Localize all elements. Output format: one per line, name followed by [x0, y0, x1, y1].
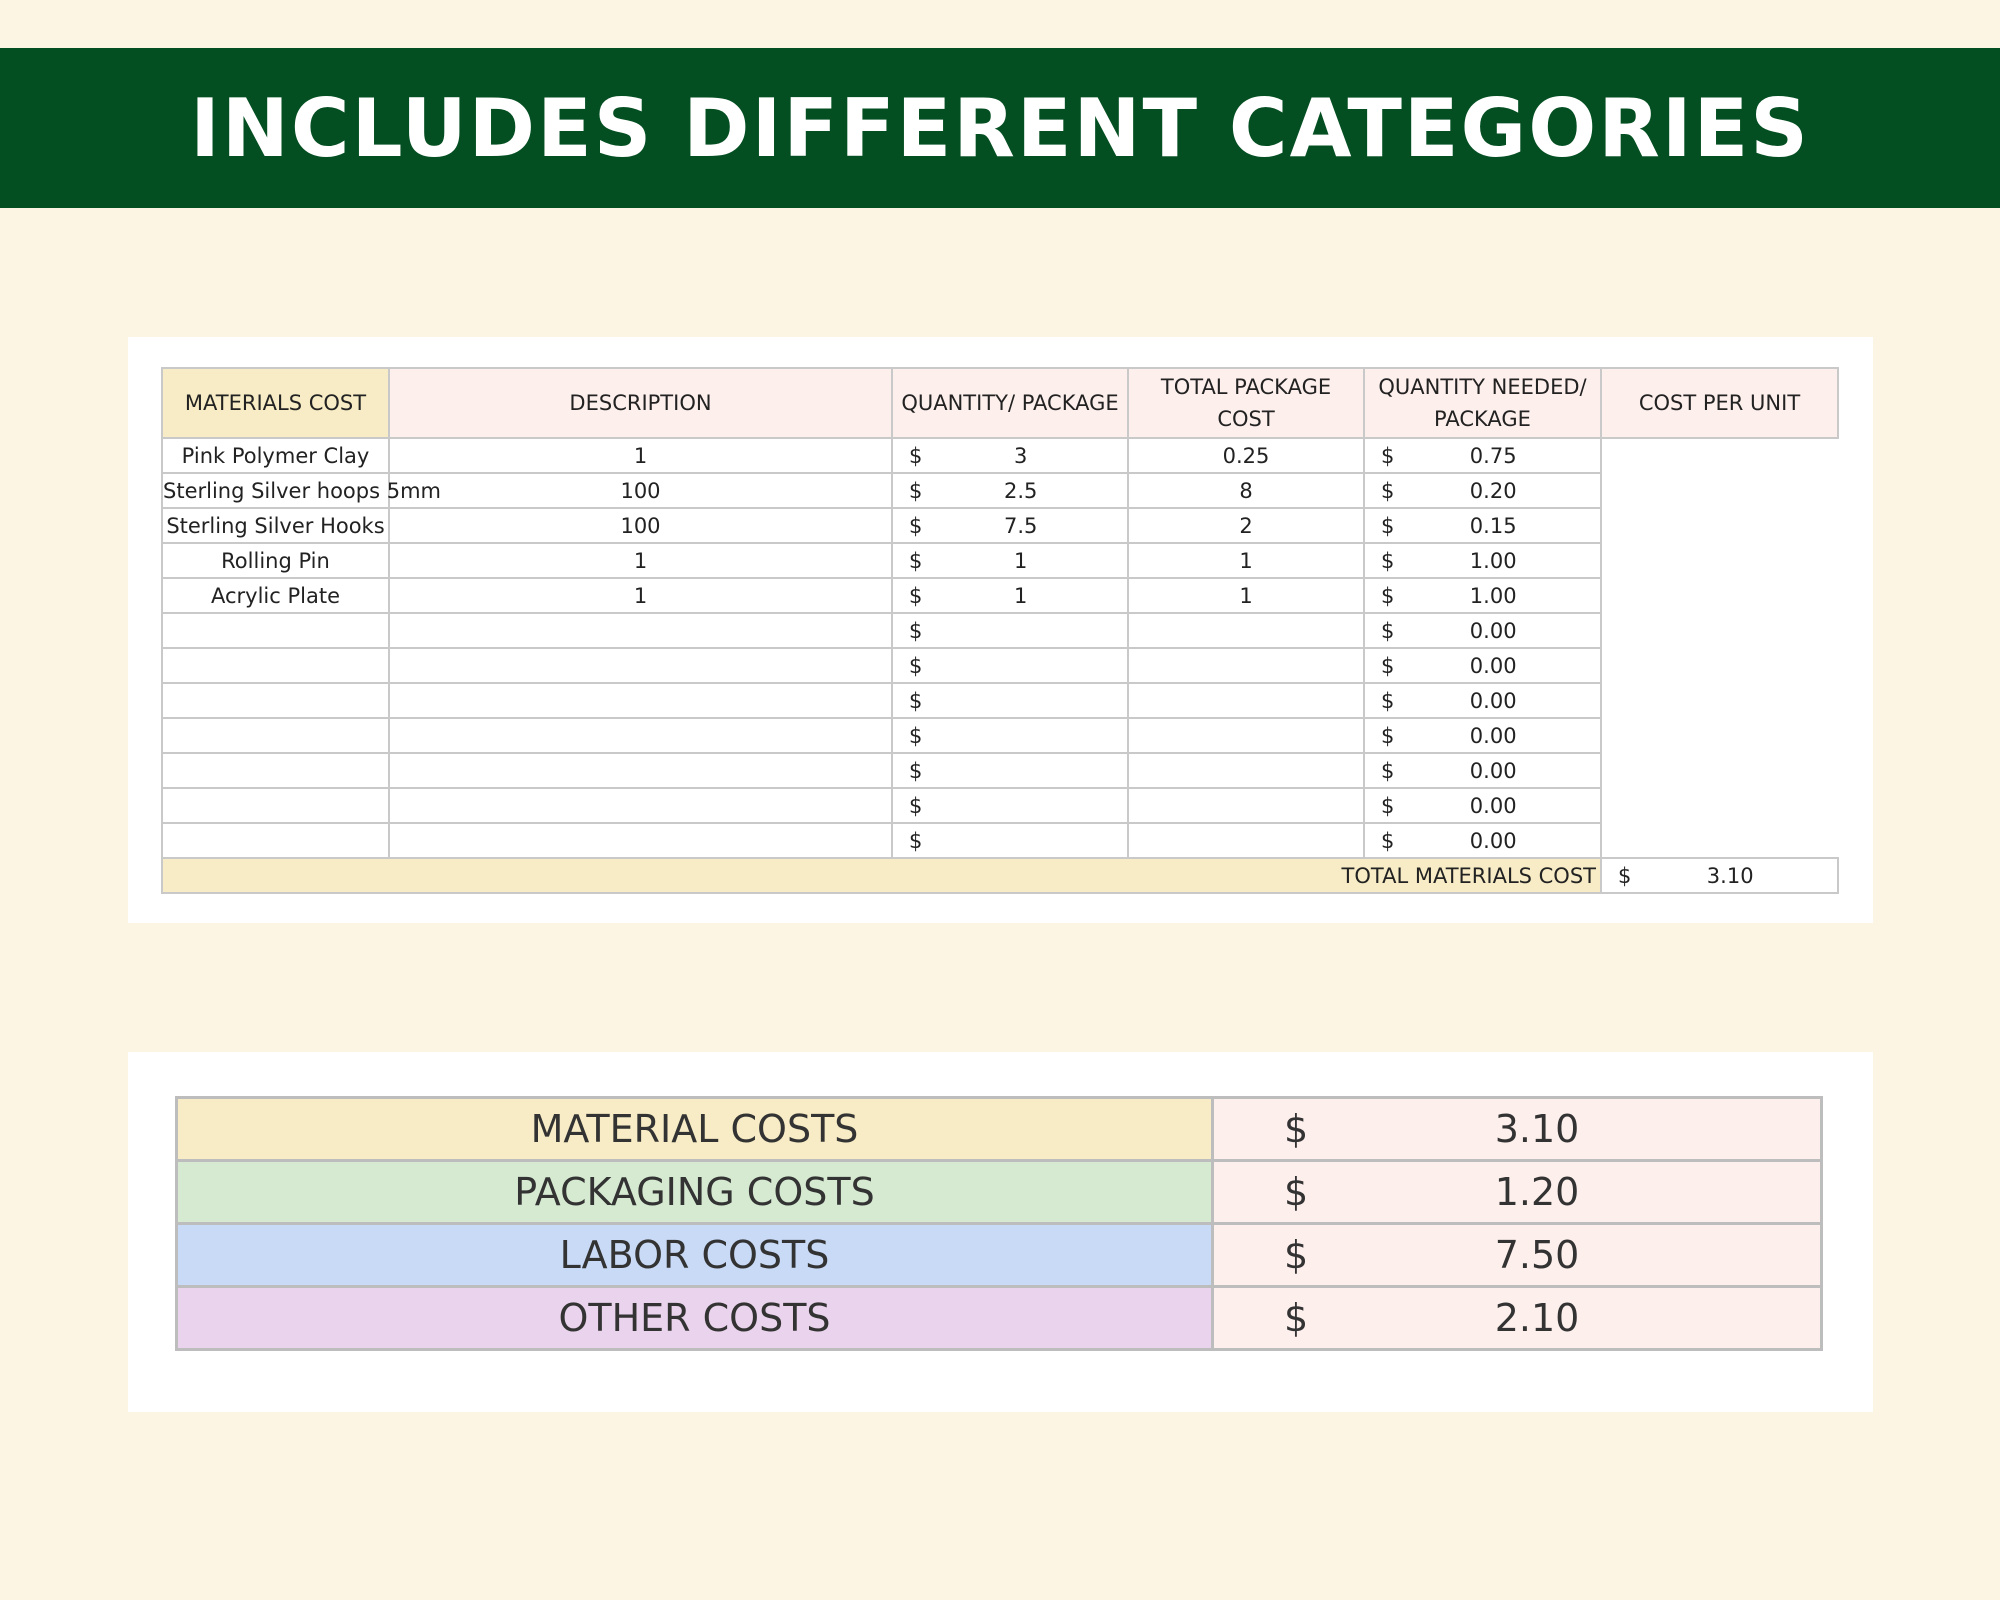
cost-per-unit-cell[interactable]	[1364, 473, 1601, 508]
cost-per-unit-value: 0.00	[1469, 653, 1517, 678]
cost-per-unit-cell[interactable]	[1364, 508, 1601, 543]
quantity-package-cell[interactable]	[389, 718, 892, 753]
cost-per-unit-cell[interactable]	[1364, 648, 1601, 683]
currency-symbol: $	[909, 618, 923, 643]
quantity-needed-cell[interactable]	[1128, 753, 1364, 788]
table-row	[162, 683, 1838, 718]
description-cell[interactable]	[162, 613, 389, 648]
cost-per-unit-cell[interactable]	[1364, 683, 1601, 718]
currency-symbol: $	[1381, 478, 1395, 503]
quantity-package-cell[interactable]: 1	[389, 578, 892, 613]
banner-title: INCLUDES DIFFERENT CATEGORIES	[190, 81, 1810, 175]
quantity-needed-cell[interactable]	[1128, 648, 1364, 683]
currency-symbol: $	[909, 723, 923, 748]
cost-per-unit-value: 1.00	[1469, 548, 1517, 573]
description-cell[interactable]: Pink Polymer Clay	[162, 438, 389, 473]
currency-symbol: $	[909, 478, 923, 503]
currency-symbol: $	[1381, 548, 1395, 573]
currency-symbol: $	[1381, 688, 1395, 713]
description-cell[interactable]	[162, 648, 389, 683]
total-package-cost-cell[interactable]	[892, 788, 1128, 823]
description-cell[interactable]: Sterling Silver Hooks	[162, 508, 389, 543]
cost-per-unit-cell[interactable]	[1364, 613, 1601, 648]
total-package-cost-cell[interactable]	[892, 438, 1128, 473]
cost-per-unit-value: 1.00	[1469, 583, 1517, 608]
total-package-cost-cell[interactable]	[892, 823, 1128, 858]
total-package-cost-value: 1	[1014, 548, 1028, 573]
total-materials-cost-value: 3.10	[1706, 863, 1754, 888]
currency-symbol: $	[1284, 1296, 1309, 1340]
quantity-needed-cell[interactable]	[1128, 788, 1364, 823]
currency-symbol: $	[1381, 443, 1395, 468]
table-row	[162, 753, 1838, 788]
quantity-package-cell[interactable]	[389, 823, 892, 858]
currency-symbol: $	[909, 793, 923, 818]
summary-value: 1.20	[1494, 1170, 1580, 1214]
currency-symbol: $	[909, 688, 923, 713]
quantity-needed-cell[interactable]	[1128, 718, 1364, 753]
description-cell[interactable]	[162, 788, 389, 823]
currency-symbol: $	[909, 653, 923, 678]
cost-per-unit-value: 0.15	[1469, 513, 1517, 538]
total-package-cost-value: 2.5	[1003, 478, 1038, 503]
materials-table-body	[162, 438, 1838, 858]
table-row	[162, 543, 1838, 578]
summary-row	[177, 1287, 1822, 1350]
currency-symbol: $	[1381, 828, 1395, 853]
quantity-package-cell[interactable]	[389, 788, 892, 823]
summary-value: 7.50	[1494, 1233, 1580, 1277]
quantity-needed-cell[interactable]	[1128, 823, 1364, 858]
total-package-cost-cell[interactable]	[892, 508, 1128, 543]
quantity-package-cell[interactable]: 100	[389, 508, 892, 543]
summary-row	[177, 1098, 1822, 1161]
description-cell[interactable]	[162, 718, 389, 753]
currency-symbol: $	[909, 828, 923, 853]
table-row	[162, 823, 1838, 858]
summary-table-body	[177, 1098, 1822, 1350]
category-label: MATERIALS COST	[162, 368, 389, 438]
currency-symbol: $	[909, 548, 923, 573]
currency-symbol: $	[1381, 583, 1395, 608]
quantity-needed-cell[interactable]: 0.25	[1128, 438, 1364, 473]
total-package-cost-value: 1	[1014, 583, 1028, 608]
currency-symbol: $	[1381, 653, 1395, 678]
column-header-total-package-cost: TOTAL PACKAGE COST	[1128, 368, 1364, 438]
quantity-package-cell[interactable]: 100	[389, 473, 892, 508]
quantity-package-cell[interactable]	[389, 613, 892, 648]
table-row	[162, 718, 1838, 753]
total-materials-cost-label: TOTAL MATERIALS COST	[162, 858, 1601, 893]
cost-per-unit-value: 0.20	[1469, 478, 1517, 503]
materials-cost-card	[128, 337, 1873, 923]
currency-symbol: $	[909, 443, 923, 468]
quantity-package-cell[interactable]	[389, 753, 892, 788]
currency-symbol: $	[1284, 1233, 1309, 1277]
total-package-cost-value	[922, 829, 1119, 853]
total-package-cost-value	[922, 689, 1119, 713]
cost-per-unit-value: 0.00	[1469, 618, 1517, 643]
currency-symbol: $	[1381, 723, 1395, 748]
description-cell[interactable]	[162, 753, 389, 788]
cost-per-unit-value: 0.00	[1469, 723, 1517, 748]
total-package-cost-value	[922, 654, 1119, 678]
total-materials-cost-cell	[1601, 858, 1838, 893]
summary-value-cell[interactable]	[1213, 1224, 1822, 1287]
quantity-needed-cell[interactable]	[1128, 683, 1364, 718]
total-package-cost-cell[interactable]	[892, 718, 1128, 753]
summary-label: PACKAGING COSTS	[177, 1161, 1213, 1224]
materials-cost-table	[161, 367, 1839, 894]
total-package-cost-cell[interactable]	[892, 613, 1128, 648]
summary-label: MATERIAL COSTS	[177, 1098, 1213, 1161]
table-row	[162, 438, 1838, 473]
summary-row	[177, 1161, 1822, 1224]
quantity-package-cell[interactable]	[389, 683, 892, 718]
summary-value-cell[interactable]	[1213, 1161, 1822, 1224]
total-package-cost-cell[interactable]	[892, 648, 1128, 683]
summary-value-cell[interactable]	[1213, 1287, 1822, 1350]
summary-row	[177, 1224, 1822, 1287]
summary-value: 3.10	[1494, 1107, 1580, 1151]
total-package-cost-value: 7.5	[1003, 513, 1038, 538]
currency-symbol: $	[1381, 513, 1395, 538]
cost-per-unit-cell[interactable]	[1364, 718, 1601, 753]
table-row	[162, 508, 1838, 543]
currency-symbol: $	[909, 758, 923, 783]
table-row	[162, 578, 1838, 613]
quantity-needed-cell[interactable]: 1	[1128, 543, 1364, 578]
currency-symbol: $	[1284, 1107, 1309, 1151]
total-package-cost-cell[interactable]	[892, 683, 1128, 718]
cost-summary-table	[175, 1096, 1823, 1351]
description-cell[interactable]: Sterling Silver hoops 5mm	[162, 473, 389, 508]
column-header-quantity-package: QUANTITY/ PACKAGE	[892, 368, 1128, 438]
column-header-description: DESCRIPTION	[389, 368, 892, 438]
column-header-cost-per-unit: COST PER UNIT	[1601, 368, 1838, 438]
summary-value: 2.10	[1494, 1296, 1580, 1340]
cost-per-unit-cell[interactable]	[1364, 788, 1601, 823]
currency-symbol: $	[1381, 758, 1395, 783]
description-cell[interactable]	[162, 823, 389, 858]
quantity-package-cell[interactable]	[389, 648, 892, 683]
quantity-needed-cell[interactable]: 8	[1128, 473, 1364, 508]
summary-value-cell[interactable]	[1213, 1098, 1822, 1161]
table-row	[162, 613, 1838, 648]
currency-symbol: $	[1284, 1170, 1309, 1214]
table-row	[162, 473, 1838, 508]
total-package-cost-value	[922, 794, 1119, 818]
quantity-package-cell[interactable]: 1	[389, 543, 892, 578]
currency-symbol: $	[909, 513, 923, 538]
cost-per-unit-cell[interactable]	[1364, 438, 1601, 473]
total-package-cost-value: 3	[1014, 443, 1028, 468]
column-header-quantity-needed: QUANTITY NEEDED/ PACKAGE	[1364, 368, 1601, 438]
total-package-cost-cell[interactable]	[892, 578, 1128, 613]
total-row	[162, 858, 1838, 893]
total-package-cost-cell[interactable]	[892, 753, 1128, 788]
table-row	[162, 648, 1838, 683]
table-row	[162, 788, 1838, 823]
summary-card	[128, 1052, 1873, 1412]
cost-per-unit-cell[interactable]	[1364, 543, 1601, 578]
description-cell[interactable]	[162, 683, 389, 718]
currency-symbol: $	[1618, 863, 1632, 888]
cost-per-unit-value: 0.00	[1469, 828, 1517, 853]
cost-per-unit-value: 0.00	[1469, 758, 1517, 783]
cost-per-unit-cell[interactable]	[1364, 753, 1601, 788]
currency-symbol: $	[909, 583, 923, 608]
cost-per-unit-cell[interactable]	[1364, 823, 1601, 858]
total-package-cost-value	[922, 619, 1119, 643]
total-package-cost-cell[interactable]	[892, 543, 1128, 578]
description-cell[interactable]: Acrylic Plate	[162, 578, 389, 613]
summary-label: LABOR COSTS	[177, 1224, 1213, 1287]
currency-symbol: $	[1381, 793, 1395, 818]
quantity-needed-cell[interactable]: 1	[1128, 578, 1364, 613]
cost-per-unit-value: 0.75	[1469, 443, 1517, 468]
total-package-cost-value	[922, 759, 1119, 783]
header-row	[162, 368, 1838, 438]
summary-label: OTHER COSTS	[177, 1287, 1213, 1350]
quantity-needed-cell[interactable]	[1128, 613, 1364, 648]
quantity-needed-cell[interactable]: 2	[1128, 508, 1364, 543]
description-cell[interactable]: Rolling Pin	[162, 543, 389, 578]
cost-per-unit-value: 0.00	[1469, 793, 1517, 818]
total-package-cost-cell[interactable]	[892, 473, 1128, 508]
cost-per-unit-cell[interactable]	[1364, 578, 1601, 613]
cost-per-unit-value: 0.00	[1469, 688, 1517, 713]
total-package-cost-value	[922, 724, 1119, 748]
header-banner	[0, 48, 2000, 208]
quantity-package-cell[interactable]: 1	[389, 438, 892, 473]
currency-symbol: $	[1381, 618, 1395, 643]
